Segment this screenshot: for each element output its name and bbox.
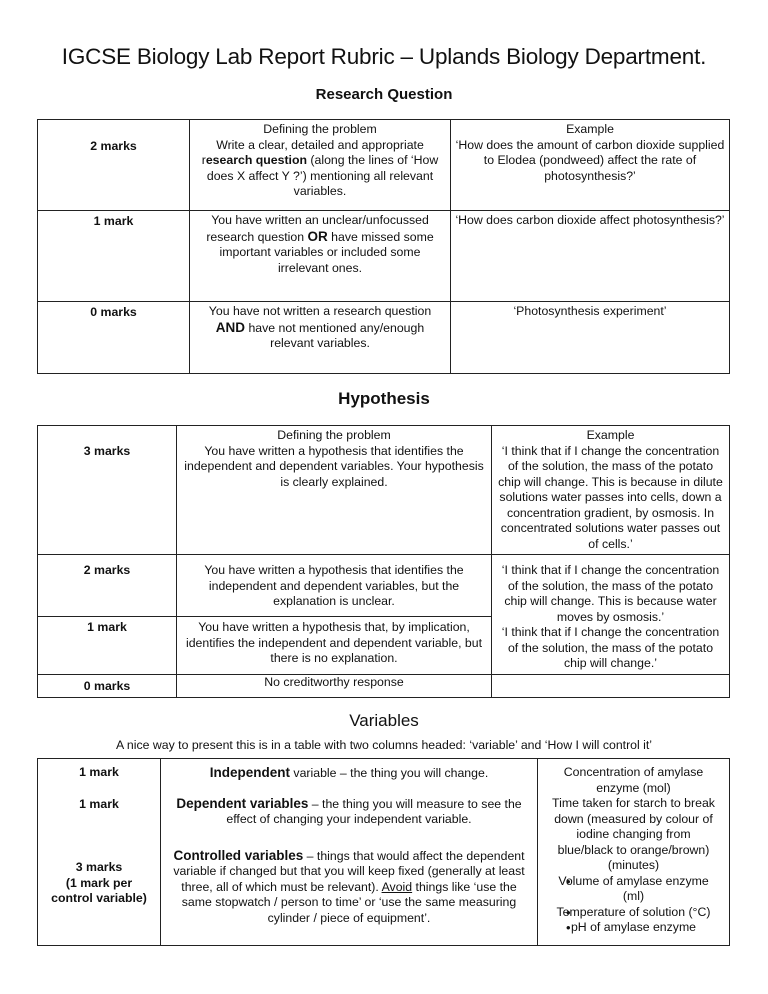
- example-text: ‘I think that if I change the concentration of the solution, the mass of the potato chip will change. This is because water moves by osmosis.’: [501, 563, 720, 624]
- criteria-text: – things that would affect the dependent variable if changed but that you will keep fixed (generally at least three, all of which must be relevant).: [173, 848, 525, 894]
- independent-text: [165, 765, 533, 782]
- marks-cell: 3 marks: [38, 426, 177, 555]
- marks-cell: [38, 759, 161, 946]
- hypothesis-heading: Hypothesis: [338, 389, 430, 408]
- marks-cell: 0 marks: [38, 674, 177, 697]
- variables-heading: [0, 711, 768, 731]
- column-header-problem: Defining the problem: [263, 122, 377, 136]
- marks-controlled: 3 marks: [75, 860, 123, 874]
- example-cell: ‘How does carbon dioxide affect photosynthesis?’: [451, 211, 730, 302]
- example-cell: [538, 759, 730, 946]
- criteria-underline: Avoid: [381, 879, 413, 894]
- example-text: ‘How does the amount of carbon dioxide supplied to Elodea (pondweed) affect the rate of photosynthesis?’: [455, 137, 725, 183]
- criteria-text: You have not written a research question: [208, 304, 432, 318]
- marks-cell: 1 mark: [38, 211, 190, 302]
- example-independent: Concentration of amylase enzyme (mol): [563, 765, 704, 795]
- criteria-text: Write a clear, detailed and appropriate r: [201, 137, 424, 167]
- criteria-cell: [190, 211, 451, 302]
- criteria-cell: You have written a hypothesis that identifies the independent and dependent variables, but the explanation is unclear.: [177, 555, 492, 617]
- criteria-emphasis: AND: [215, 319, 246, 335]
- hypothesis-row-3: [38, 426, 730, 555]
- hypothesis-row-2: [38, 555, 730, 617]
- criteria-text: variable – the thing you will change.: [290, 766, 489, 780]
- example-cell: [451, 120, 730, 211]
- criteria-text: things like ‘use the same stopwatch / person to time’ or ‘use the same measuring cylinder / piece of equipment’.: [181, 879, 517, 925]
- column-header-example: Example: [566, 122, 614, 136]
- example-dependent: Time taken for starch to break down (measured by colour of iodine changing from blue/black to orange/brown) (minutes): [552, 796, 715, 872]
- list-item: • Temperature of solution (°C): [548, 905, 719, 921]
- hypothesis-table: [37, 425, 730, 698]
- research-row-2: [38, 120, 730, 211]
- criteria-text: have missed some important variables or included some irrelevant ones.: [219, 229, 434, 275]
- marks-controlled-note: (1 mark per: [65, 875, 133, 890]
- criteria-emphasis: Dependent variables: [176, 795, 309, 811]
- example-text: ‘I think that if I change the concentration of the solution, the mass of the potato chip will change. This is because in dilute solutions water passes into cells, down a concentration gradient, by osmosis. In concentrated solutions water passes out of cells.’: [498, 443, 723, 551]
- controlled-text: [165, 848, 533, 927]
- marks-cell: 0 marks: [38, 302, 190, 374]
- criteria-cell: [177, 426, 492, 555]
- criteria-text: You have written an unclear/unfocussed research question: [206, 213, 429, 244]
- variables-table: [37, 758, 730, 946]
- marks-independent: 1 mark: [79, 765, 119, 779]
- research-row-1: [38, 211, 730, 302]
- criteria-cell: [161, 759, 538, 946]
- marks-controlled-note: control variable): [51, 891, 147, 905]
- example-text: ‘I think that if I change the concentration of the solution, the mass of the potato chip will change.’: [501, 625, 720, 670]
- dependent-text: [165, 796, 533, 828]
- research-heading: Research Question: [315, 86, 453, 103]
- column-header-example: Example: [586, 428, 635, 442]
- marks-dependent: 1 mark: [79, 796, 119, 811]
- criteria-emphasis: Controlled variables: [173, 847, 304, 863]
- variables-heading-text: Variables: [349, 711, 419, 730]
- marks-cell: 2 marks: [38, 120, 190, 211]
- marks-cell: 2 marks: [38, 555, 177, 617]
- column-header-problem: Defining the problem: [277, 428, 391, 442]
- criteria-text: You have written a hypothesis that identifies the independent and dependent variables. Your hypothesis is clearly explained.: [184, 443, 484, 489]
- criteria-cell: No creditworthy response: [177, 674, 492, 697]
- hypothesis-row-0: [38, 674, 730, 697]
- list-item: • Volume of amylase enzyme (ml): [548, 874, 719, 905]
- list-item: • pH of amylase enzyme: [548, 920, 719, 936]
- criteria-text: have not mentioned any/enough relevant variables.: [245, 320, 425, 350]
- criteria-text: – the thing you will measure to see the effect of changing your independent variable.: [226, 796, 522, 826]
- criteria-cell: [190, 120, 451, 211]
- variables-note: A nice way to present this is in a table with two columns headed: ‘variable’ and ‘How I will control it’: [115, 738, 653, 752]
- criteria-emphasis: Independent: [209, 765, 290, 780]
- example-cell: [492, 555, 730, 675]
- criteria-text: (along the lines of ‘How does X affect Y ?’) mentioning all relevant variables.: [206, 153, 439, 198]
- research-table: [37, 119, 730, 374]
- criteria-cell: [190, 302, 451, 374]
- variables-row: [38, 759, 730, 946]
- example-controlled-list: [548, 874, 719, 936]
- example-cell: ‘Photosynthesis experiment’: [451, 302, 730, 374]
- criteria-emphasis: OR: [307, 228, 328, 244]
- example-cell: [492, 426, 730, 555]
- example-cell: [492, 674, 730, 697]
- criteria-emphasis: esearch question: [205, 153, 307, 167]
- page-title: IGCSE Biology Lab Report Rubric – Uplands Biology Department.: [61, 44, 707, 69]
- research-row-0: [38, 302, 730, 374]
- marks-cell: 1 mark: [38, 617, 177, 674]
- criteria-cell: You have written a hypothesis that, by implication, identifies the independent and dependent variable, but there is no explanation.: [177, 617, 492, 674]
